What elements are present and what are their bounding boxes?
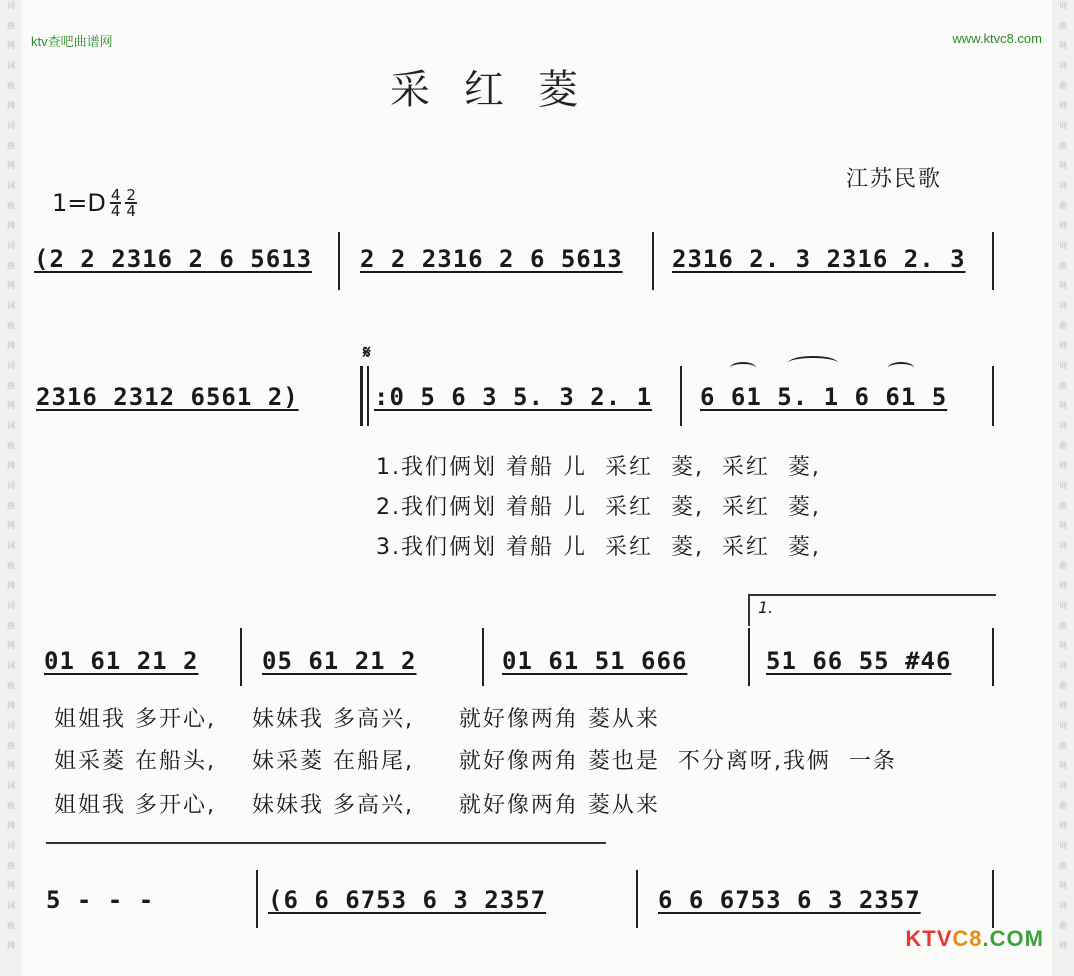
side-watermark-char: 网: [7, 521, 15, 530]
side-watermark-char: 网: [7, 221, 15, 230]
side-watermark-char: 网: [7, 41, 15, 50]
side-watermark-char: 网: [1059, 281, 1067, 290]
side-watermark-char: 词: [7, 301, 15, 310]
side-watermark-char: 网: [1059, 341, 1067, 350]
side-watermark-char: 词: [7, 61, 15, 70]
site-watermark-left: ktv查吧曲谱网: [31, 34, 113, 49]
side-watermark-char: 曲: [1059, 381, 1067, 390]
side-watermark-char: 网: [7, 941, 15, 950]
lyric-verse3-line1: 3.我们俩划 着船 儿 采红 菱, 采红 菱,: [376, 535, 821, 560]
side-watermark-char: 词: [7, 841, 15, 850]
side-watermark-char: 词: [1059, 901, 1067, 910]
side-watermark-char: 网: [1059, 161, 1067, 170]
row3-measure1: 01 61 21 2: [44, 647, 199, 675]
side-watermark-char: 曲: [7, 201, 15, 210]
barline: [636, 870, 638, 928]
row1-measure3: 2316 2. 3 2316 2. 3: [672, 245, 966, 273]
side-watermark-char: 网: [1059, 41, 1067, 50]
side-watermark-char: 曲: [1059, 681, 1067, 690]
side-watermark-char: 曲: [1059, 621, 1067, 630]
side-watermark-char: 词: [1059, 241, 1067, 250]
side-watermark-char: 词: [7, 1, 15, 10]
side-watermark-char: 曲: [1059, 861, 1067, 870]
side-watermark-char: 网: [1059, 881, 1067, 890]
side-watermark-char: 词: [7, 361, 15, 370]
side-watermark-char: 网: [7, 401, 15, 410]
side-watermark-char: 曲: [1059, 561, 1067, 570]
side-watermark-char: 曲: [7, 801, 15, 810]
side-watermark-char: 曲: [1059, 201, 1067, 210]
barline: [992, 628, 994, 686]
lyric-verse2-line2: 姐采菱 在船头, 妹采菱 在船尾, 就好像两角 菱也是 不分离呀,我俩 一条: [54, 749, 897, 774]
site-watermark-right: www.ktvc8.com: [952, 31, 1042, 46]
side-watermark-char: 网: [1059, 461, 1067, 470]
side-watermark-char: 曲: [7, 621, 15, 630]
segno-sign: 𝄋: [363, 342, 371, 363]
side-watermark-char: 网: [7, 581, 15, 590]
row2-measure2: :0 5 6 3 5. 3 2. 1: [374, 383, 653, 411]
row4-measure2: (6 6 6753 6 3 2357: [268, 886, 547, 914]
song-title: 采红菱: [390, 67, 612, 113]
side-watermark-char: 词: [7, 241, 15, 250]
side-watermark-char: 网: [7, 281, 15, 290]
side-watermark-char: 词: [1059, 121, 1067, 130]
side-watermark-char: 词: [1059, 481, 1067, 490]
side-watermark-char: 网: [1059, 401, 1067, 410]
side-watermark-char: 网: [1059, 941, 1067, 950]
row3-measure4: 51 66 55 #46: [766, 647, 952, 675]
side-watermark-char: 词: [1059, 661, 1067, 670]
row1-measure2: 2 2 2316 2 6 5613: [360, 245, 623, 273]
barline: [748, 628, 750, 686]
side-watermark-char: 曲: [7, 321, 15, 330]
barline: [652, 232, 654, 290]
barline: [992, 232, 994, 290]
side-watermark-char: 词: [7, 601, 15, 610]
time-sig-top: 2: [126, 186, 136, 204]
side-watermark-char: 词: [1059, 781, 1067, 790]
time-signature-1: [110, 188, 122, 218]
side-watermark-char: 网: [1059, 701, 1067, 710]
left-margin-watermark: [0, 0, 22, 976]
side-watermark-char: 曲: [1059, 501, 1067, 510]
side-watermark-char: 词: [1059, 601, 1067, 610]
side-watermark-char: 曲: [7, 561, 15, 570]
side-watermark-char: 词: [1059, 541, 1067, 550]
side-watermark-char: 词: [7, 421, 15, 430]
key-signature: [52, 188, 137, 218]
right-margin-watermark: [1052, 0, 1074, 976]
side-watermark-char: 曲: [7, 141, 15, 150]
lyric-verse2-line1: 2.我们俩划 着船 儿 采红 菱, 采红 菱,: [376, 495, 821, 520]
side-watermark-char: 曲: [7, 861, 15, 870]
side-watermark-char: 网: [7, 821, 15, 830]
side-watermark-char: 词: [7, 181, 15, 190]
side-watermark-char: 曲: [7, 81, 15, 90]
key-label: 1=D: [52, 189, 106, 217]
side-watermark-char: 词: [1059, 721, 1067, 730]
section-divider: [46, 842, 606, 844]
barline: [992, 366, 994, 426]
side-watermark-char: 词: [7, 481, 15, 490]
side-watermark-char: 词: [1059, 361, 1067, 370]
row2-measure3: 6 61 5. 1 6 61 5: [700, 383, 948, 411]
side-watermark-char: 词: [7, 781, 15, 790]
side-watermark-char: 网: [7, 761, 15, 770]
side-watermark-char: 网: [1059, 821, 1067, 830]
side-watermark-char: 曲: [1059, 741, 1067, 750]
lyric-verse1-line2: 姐姐我 多开心, 妹妹我 多高兴, 就好像两角 菱从来: [54, 707, 660, 732]
lyric-verse3-line2: 姐姐我 多开心, 妹妹我 多高兴, 就好像两角 菱从来: [54, 793, 660, 818]
side-watermark-char: 词: [1059, 841, 1067, 850]
repeat-barline-thick: [360, 366, 363, 426]
side-watermark-char: 曲: [7, 921, 15, 930]
logo-part-c8: C8: [952, 926, 983, 951]
side-watermark-char: 网: [1059, 101, 1067, 110]
side-watermark-char: 网: [7, 701, 15, 710]
song-origin: 江苏民歌: [846, 167, 943, 192]
time-sig-top: 4: [110, 186, 121, 204]
side-watermark-char: 网: [7, 161, 15, 170]
side-watermark-char: 词: [7, 541, 15, 550]
barline: [256, 870, 258, 928]
side-watermark-char: 曲: [1059, 81, 1067, 90]
side-watermark-char: 曲: [1059, 321, 1067, 330]
side-watermark-char: 词: [7, 661, 15, 670]
side-watermark-char: 词: [1059, 1, 1067, 10]
side-watermark-char: 曲: [1059, 441, 1067, 450]
side-watermark-char: 网: [7, 641, 15, 650]
repeat-barline-thin: [367, 366, 369, 426]
side-watermark-char: 词: [1059, 181, 1067, 190]
row4-measure3: 6 6 6753 6 3 2357: [658, 886, 921, 914]
side-watermark-char: 曲: [7, 261, 15, 270]
volta-label: 1.: [758, 598, 774, 617]
side-watermark-char: 网: [1059, 521, 1067, 530]
side-watermark-char: 曲: [1059, 801, 1067, 810]
row4-measure1: 5 - - -: [46, 886, 155, 914]
side-watermark-char: 网: [7, 341, 15, 350]
logo-part-com: .COM: [982, 926, 1044, 951]
side-watermark-char: 曲: [7, 501, 15, 510]
side-watermark-char: 曲: [7, 441, 15, 450]
side-watermark-char: 曲: [7, 381, 15, 390]
barline: [482, 628, 484, 686]
side-watermark-char: 词: [1059, 61, 1067, 70]
side-watermark-char: 词: [7, 721, 15, 730]
side-watermark-char: 曲: [1059, 141, 1067, 150]
time-sig-bottom: 4: [126, 202, 136, 220]
side-watermark-char: 曲: [7, 741, 15, 750]
barline: [992, 870, 994, 928]
barline: [240, 628, 242, 686]
time-sig-bottom: 4: [110, 202, 121, 220]
side-watermark-char: 网: [7, 881, 15, 890]
barline: [680, 366, 682, 426]
side-watermark-char: 词: [1059, 301, 1067, 310]
lyric-verse1-line1: 1.我们俩划 着船 儿 采红 菱, 采红 菱,: [376, 455, 821, 480]
score-page: [22, 0, 1052, 976]
side-watermark-char: 网: [1059, 581, 1067, 590]
row2-measure1: 2316 2312 6561 2): [36, 383, 299, 411]
row3-measure3: 01 61 51 666: [502, 647, 688, 675]
site-logo: [905, 926, 1044, 952]
logo-part-ktv: KTV: [905, 926, 953, 951]
side-watermark-char: 曲: [1059, 261, 1067, 270]
side-watermark-char: 网: [7, 461, 15, 470]
side-watermark-char: 词: [1059, 421, 1067, 430]
row3-measure2: 05 61 21 2: [262, 647, 417, 675]
side-watermark-char: 词: [7, 901, 15, 910]
side-watermark-char: 网: [7, 101, 15, 110]
time-signature-2: [125, 188, 137, 218]
slur-mark: [788, 356, 838, 370]
side-watermark-char: 曲: [1059, 921, 1067, 930]
side-watermark-char: 曲: [7, 21, 15, 30]
side-watermark-char: 网: [1059, 641, 1067, 650]
row1-measure1: (2 2 2316 2 6 5613: [34, 245, 313, 273]
slur-mark: [730, 362, 756, 374]
side-watermark-char: 曲: [1059, 21, 1067, 30]
side-watermark-char: 网: [1059, 761, 1067, 770]
side-watermark-char: 网: [1059, 221, 1067, 230]
slur-mark: [888, 362, 914, 374]
barline: [338, 232, 340, 290]
side-watermark-char: 词: [7, 121, 15, 130]
first-ending-bracket: [748, 594, 996, 626]
side-watermark-char: 曲: [7, 681, 15, 690]
